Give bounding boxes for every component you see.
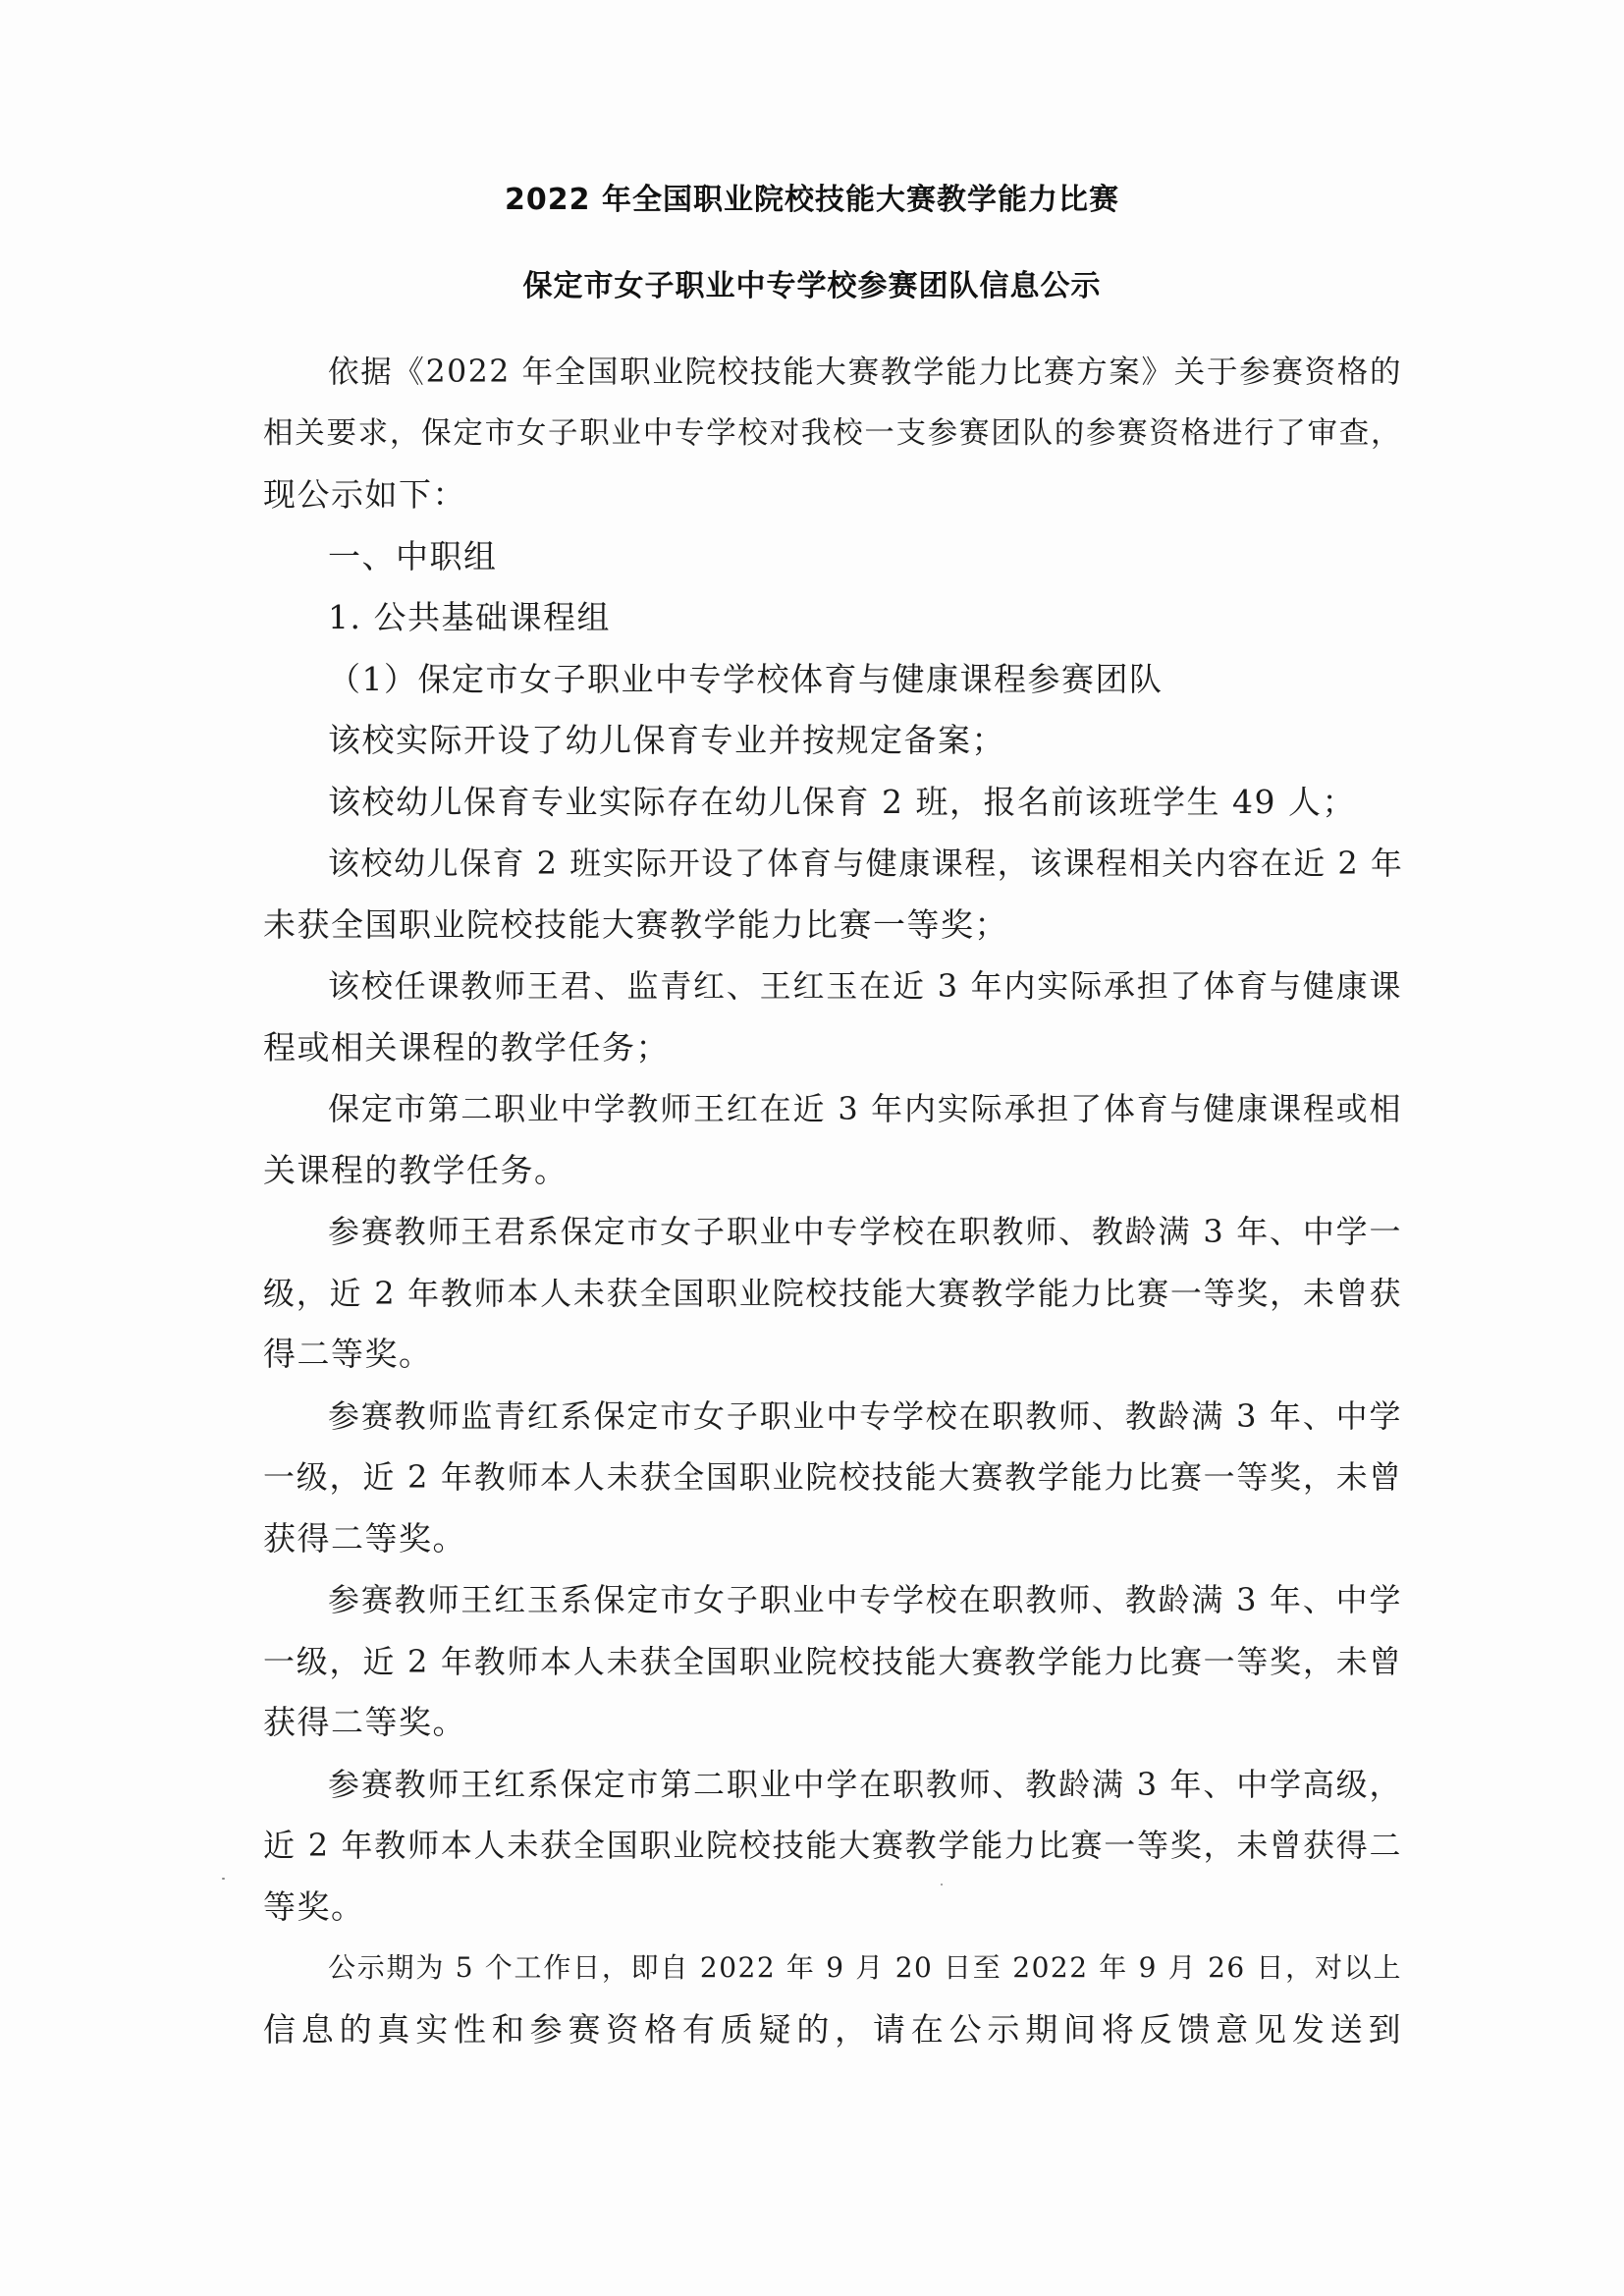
document-line: 公示期为 5 个工作日，即自 2022 年 9 月 20 日至 2022 年 9 月 26 日，对以上 [328,1951,1402,1984]
document-line: 等奖。 [263,1886,365,1926]
document-line: 该校幼儿保育 2 班实际开设了体育与健康课程，该课程相关内容在近 2 年 [328,845,1404,882]
document-title-line-1: 2022 年全国职业院校技能大赛教学能力比赛 [505,183,1119,217]
document-line: 信息的真实性和参赛资格有质疑的，请在公示期间将反馈意见发送到 [263,2009,1402,2049]
document-line: 该校实际开设了幼儿保育专业并按规定备案； [328,721,1005,759]
document-line: 一级，近 2 年教师本人未获全国职业院校技能大赛教学能力比赛一等奖，未曾 [263,1642,1402,1680]
document-line: 程或相关课程的教学任务； [263,1027,670,1066]
document-line: 保定市第二职业中学教师王红在近 3 年内实际承担了体育与健康课程或相 [328,1090,1402,1127]
document-line: 参赛教师王红玉系保定市女子职业中专学校在职教师、教龄满 3 年、中学 [328,1581,1402,1618]
document-line: 一级，近 2 年教师本人未获全国职业院校技能大赛教学能力比赛一等奖，未曾 [263,1458,1402,1496]
document-line: 关课程的教学任务。 [263,1150,568,1189]
document-line: 级，近 2 年教师本人未获全国职业院校技能大赛教学能力比赛一等奖，未曾获 [263,1274,1402,1312]
scan-speck [941,1884,943,1886]
document-line: 1. 公共基础课程组 [328,598,611,636]
document-line: （1）保定市女子职业中专学校体育与健康课程参赛团队 [328,659,1164,698]
document-line: 该校幼儿保育专业实际存在幼儿保育 2 班，报名前该班学生 49 人； [328,782,1356,821]
document-line: 现公示如下： [263,475,466,514]
document-line: 一、中职组 [328,536,498,575]
document-line: 参赛教师监青红系保定市女子职业中专学校在职教师、教龄满 3 年、中学 [328,1396,1402,1435]
document-title-line-2: 保定市女子职业中专学校参赛团队信息公示 [522,269,1102,303]
document-body [263,342,1402,2060]
document-line: 该校任课教师王君、监青红、王红玉在近 3 年内实际承担了体育与健康课 [328,967,1402,1005]
document-line: 得二等奖。 [263,1335,433,1373]
document-line: 相关要求，保定市女子职业中专学校对我校一支参赛团队的参赛资格进行了审查， [263,415,1402,451]
scan-speck [222,1878,225,1880]
document-line: 参赛教师王红系保定市第二职业中学在职教师、教龄满 3 年、中学高级， [328,1765,1402,1803]
document-line: 依据《2022 年全国职业院校技能大赛教学能力比赛方案》关于参赛资格的 [328,355,1402,390]
document-line: 未获全国职业院校技能大赛教学能力比赛一等奖； [263,904,1008,944]
document-line: 获得二等奖。 [263,1703,466,1741]
document-line: 参赛教师王君系保定市女子职业中专学校在职教师、教龄满 3 年、中学一 [328,1213,1402,1250]
document-line: 近 2 年教师本人未获全国职业院校技能大赛教学能力比赛一等奖，未曾获得二 [263,1827,1402,1864]
document-line: 获得二等奖。 [263,1518,466,1558]
